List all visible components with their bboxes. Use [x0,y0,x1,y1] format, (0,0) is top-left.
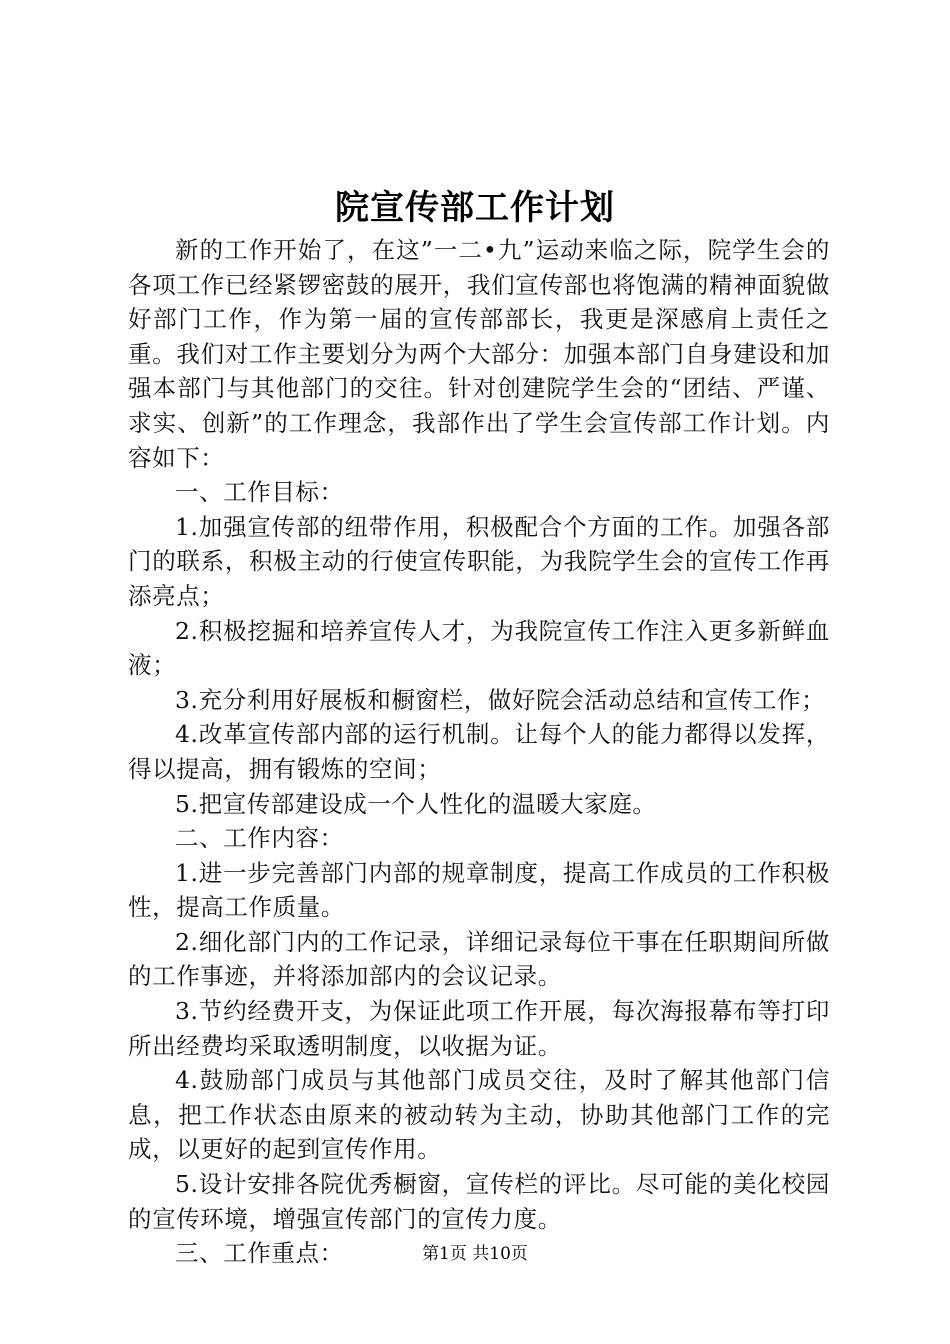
content-item-5: 5.设计安排各院优秀橱窗，宣传栏的评比。尽可能的美化校园的宣传环境，增强宣传部门的宣传力度。 [128,1170,830,1233]
goal-item-5: 5.把宣传部建设成一个人性化的温暖大家庭。 [175,789,657,818]
content-item-4: 4.鼓励部门成员与其他部门成员交往，及时了解其他部门信息，把工作状态由原来的被动转为主动，协助其他部门工作的完成，以更好的起到宣传作用。 [128,1066,830,1164]
section-heading-content: 二、工作内容： [175,824,344,853]
content-item-1: 1.进一步完善部门内部的规章制度，提高工作成员的工作积极性，提高工作质量。 [128,858,830,922]
document-title: 院宣传部工作计划 [335,188,615,228]
section-heading-focus: 三、工作重点： [175,1239,344,1268]
content-item-3: 3.节约经费开支，为保证此项工作开展，每次海报幕布等打印所出经费均采取透明制度，以收据为证。 [128,997,830,1060]
section-heading-goals: 一、工作目标： [175,478,344,507]
intro-paragraph: 新的工作开始了，在这”一二•九”运动来临之际，院学生会的各项工作已经紧锣密鼓的展开，我们宣传部也将饱满的精神面貌做好部门工作，作为第一届的宣传部部长，我更是深感肩上责任之重。我们对工作主要划分为两个大部分：加强本部门自身建设和加强本部门与其他部门的交往。针对创建院学生会的“团结、严谨、求实、创新”的工作理念，我部作出了学生会宣传部工作计划。内容如下： [128,236,830,472]
content-item-2: 2.细化部门内的工作记录，详细记录每位干事在任职期间所做的工作事迹，并将添加部内的会议记录。 [128,927,830,991]
goal-item-4: 4.改革宣传部内部的运行机制。让每个人的能力都得以发挥，得以提高，拥有锻炼的空间； [128,720,830,783]
goal-item-1: 1.加强宣传部的纽带作用，积极配合个方面的工作。加强各部门的联系，积极主动的行使宣传职能，为我院学生会的宣传工作再添亮点； [128,512,830,610]
goal-item-3: 3.充分利用好展板和橱窗栏，做好院会活动总结和宣传工作； [175,685,826,714]
page-number-footer: 第1页 共10页 [422,1244,528,1264]
goal-item-2: 2.积极挖掘和培养宣传人才，为我院宣传工作注入更多新鲜血液； [128,616,830,680]
document-body [128,233,830,1271]
